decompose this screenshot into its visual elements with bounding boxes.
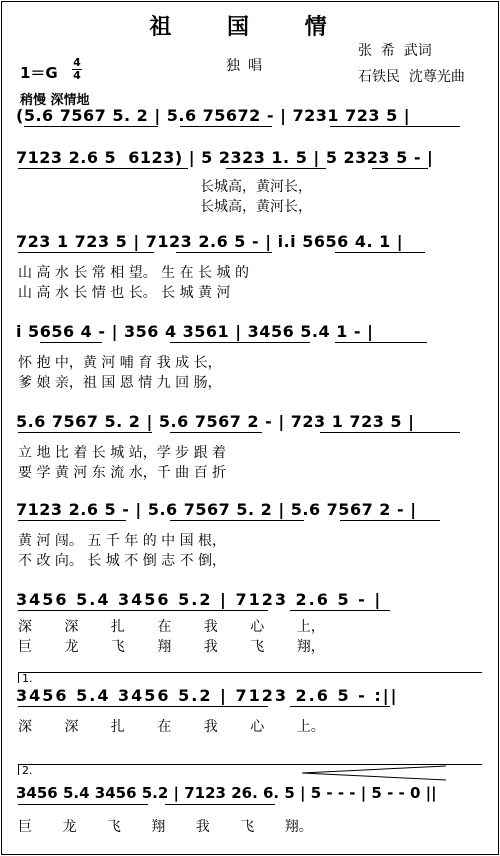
composer-credit: 石铁民 沈尊光曲 xyxy=(358,69,465,85)
lyrics-line-9: 巨 龙 飞 翔 我 飞 翔。 xyxy=(18,819,313,835)
lyrics-line-4-verse-2: 爹 娘 亲，祖 国 恩 情 九 回 肠， xyxy=(18,375,222,391)
meter-top: 4 xyxy=(73,56,81,69)
lyrics-line-8: 深 深 扎 在 我 心 上。 xyxy=(18,719,325,735)
notation-line-5: 5.6 7567 5. 2 | 5.6 7567 2 - | 723 1 723 5 | xyxy=(16,412,415,431)
lyricist-credit: 张 希 武词 xyxy=(358,43,432,59)
lyrics-line-7-verse-1: 深 深 扎 在 我 心 上， xyxy=(18,619,325,635)
notation-line-4: i 5656 4 - | 356 4 3561 | 3456 5.4 1 - | xyxy=(16,322,374,341)
lyrics-line-6-verse-1: 黄 河 闯。 五 千 年 的 中 国 根， xyxy=(18,533,227,549)
lyrics-line-6-verse-2: 不 改 向。 长 城 不 倒 志 不 倒， xyxy=(18,553,227,569)
lyrics-line-2-verse-1: 长城高，黄河长， xyxy=(200,179,312,195)
lyrics-line-5-verse-1: 立 地 比 着 长 城 站，学 步 跟 着 xyxy=(18,445,227,461)
notation-line-9: 3456 5.4 3456 5.2 | 7123 26. 6. 5 | 5 - - - | 5 - - 0 || xyxy=(16,784,437,802)
lyrics-line-3-verse-1: 山 高 水 长 常 相 望。 生 在 长 城 的 xyxy=(18,265,249,281)
volta-1-bracket: 1. xyxy=(18,672,482,683)
song-title: 祖 国 情 xyxy=(149,14,351,40)
performance-type: 独唱 xyxy=(226,58,270,74)
notation-line-2: 7123 2.6 5 6123) | 5 2323 1. 5 | 5 2323 5 - | xyxy=(16,148,434,167)
lyrics-line-7-verse-2: 巨 龙 飞 翔 我 飞 翔， xyxy=(18,639,325,655)
tempo-marking: 稍慢 深情地 xyxy=(20,93,90,108)
key-signature: 1＝G xyxy=(20,64,58,82)
notation-line-6: 7123 2.6 5 - | 5.6 7567 5. 2 | 5.6 7567 2 - | xyxy=(16,500,417,519)
notation-line-3: 723 1 723 5 | 7123 2.6 5 - | i.i 5656 4. 1 | xyxy=(16,232,404,251)
crescendo-hairpin xyxy=(300,764,450,782)
lyrics-line-3-verse-2: 山 高 水 长 情 也 长。 长 城 黄 河 xyxy=(18,285,231,301)
notation-line-1: (5.6 7567 5. 2 | 5.6 75672 - | 7231 723 5 | xyxy=(16,106,411,125)
volta-2-bracket: 2. xyxy=(18,764,482,775)
notation-line-7: 3456 5.4 3456 5.2 | 7123 2.6 5 - | xyxy=(16,590,383,609)
lyrics-line-5-verse-2: 要 学 黄 河 东 流 水，千 曲 百 折 xyxy=(18,465,227,481)
notation-line-8: 3456 5.4 3456 5.2 | 7123 2.6 5 - :|| xyxy=(16,686,399,705)
meter-bottom: 4 xyxy=(73,69,81,82)
time-signature xyxy=(72,58,82,81)
lyrics-line-2-verse-2: 长城高，黄河长， xyxy=(200,199,312,215)
lyrics-line-4-verse-1: 怀 抱 中，黄 河 哺 育 我 成 长， xyxy=(18,355,222,371)
